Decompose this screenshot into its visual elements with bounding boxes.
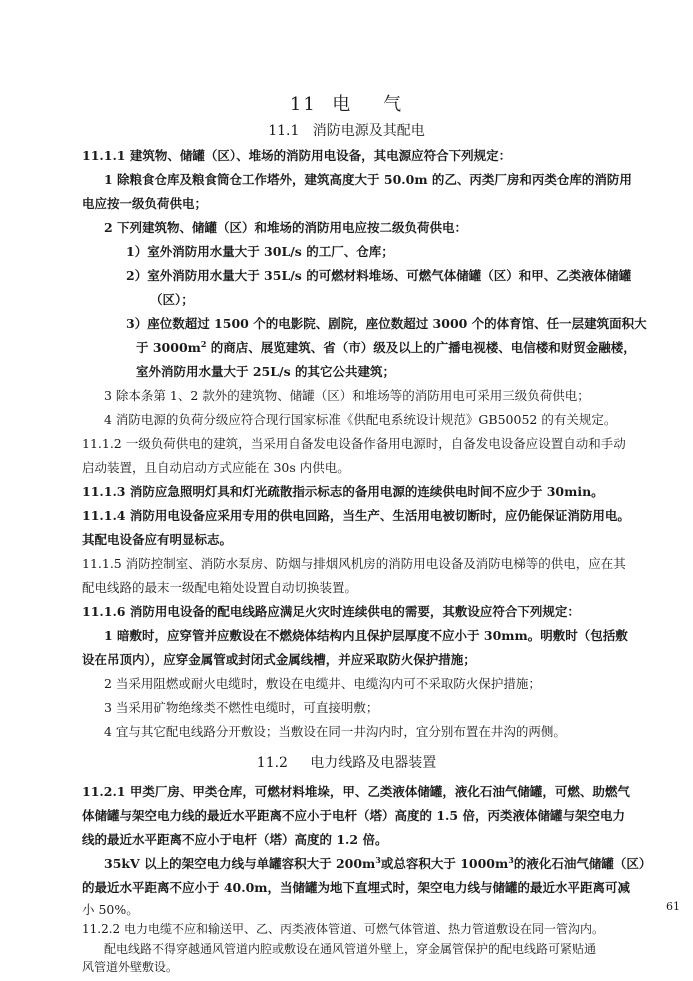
clause-11-2-1: 11.2.1 甲类厂房、甲类仓库，可燃材料堆垛，甲、乙类液体储罐，液化石油气储罐，可燃、助燃气 [82,784,630,799]
item-line: 电应按一级负荷供电； [82,196,208,211]
clause-11-2-2: 11.2.2 电力电缆不应和输送甲、乙、丙类液体管道、可燃气体管道、热力管道敷设在同一管沟内。 [82,922,604,936]
item-line: 1）室外消防用水量大于 30L/s 的工厂、仓库； [126,244,394,259]
clause-11-1-2: 11.1.2 一级负荷供电的建筑，当采用自备发电设备作备用电源时，自备发电设备应设置自动和手动 [82,436,626,451]
clause-line: 体储罐与架空电力线的最近水平距离不应小于电杆（塔）高度的 1.5 倍，丙类液体储罐与架空电力 [82,808,625,823]
item-line: 3 当采用矿物绝缘类不燃性电缆时，可直接明敷； [104,700,379,715]
item-line: 室外消防用水量大于 25L/s 的其它公共建筑； [136,364,395,379]
clause-line: 配电线路的最末一级配电箱处设置自动切换装置。 [82,580,358,595]
text-segment: 的商店、展览建筑、省（市）级及以上的广播电视楼、电信楼和财贸金融楼， [206,340,636,355]
item-line: 3 除本条第 1、2 款外的建筑物、储罐（区）和堆场等的消防用电可采用三级负荷供电； [104,388,590,403]
clause-line: 风管道外壁敷设。 [82,960,179,974]
superscript: 3 [375,854,381,865]
item-line: 1 除粮食仓库及粮食筒仓工作塔外，建筑高度大于 50.0m 的乙、丙类厂房和丙类仓库的消防用 [104,172,632,187]
item-line: 2 当采用阻燃或耐火电缆时，敷设在电缆井、电缆沟内可不采取防火保护措施； [104,676,541,691]
clause-11-1-1: 11.1.1 建筑物、储罐（区）、堆场的消防用电设备，其电源应符合下列规定： [82,148,512,163]
clause-11-1-3: 11.1.3 消防应急照明灯具和灯光疏散指示标志的备用电源的连续供电时间不应少于 30min。 [82,484,604,499]
item-line: 3）座位数超过 1500 个的电影院、剧院，座位数超过 3000 个的体育馆、任一层建筑面积大 [126,316,647,331]
item-line: 2 下列建筑物、储罐（区）和堆场的消防用电应按二级负荷供电： [104,220,468,235]
text-segment: 的液化石油气储罐（区） [513,856,652,871]
superscript: 2 [200,338,207,349]
section-title-11-1: 11.1 消防电源及其配电 [268,123,425,139]
item-line: 2）室外消防用水量大于 35L/s 的可燃材料堆场、可燃气体储罐（区）和甲、乙类液体储罐 [126,268,632,283]
text-segment: 或总容积大于 1000m [380,856,509,871]
chapter-title: 11 电 气 [289,94,404,115]
clause-line: 线的最近水平距离不应小于电杆（塔）高度的 1.2 倍。 [82,832,388,847]
clause-11-1-5: 11.1.5 消防控制室、消防水泵房、防烟与排烟风机房的消防用电设备及消防电梯等的供电，应在其 [82,556,626,571]
text-segment: 于 3000m [136,340,201,355]
clause-line: 配电线路不得穿越通风管道内腔或敷设在通风管道外壁上，穿金属管保护的配电线路可紧贴通 [104,942,597,956]
clause-line: 的最近水平距离不应小于 40.0m，当储罐为地下直埋式时，架空电力线与储罐的最近水平距离可减 [82,880,631,895]
text-segment: 35kV 以上的架空电力线与单罐容积大于 200m [104,856,376,871]
clause-11-1-4: 11.1.4 消防用电设备应采用专用的供电回路，当生产、生活用电被切断时，应仍能保证消防用电。 [82,508,630,523]
item-line: 设在吊顶内），应穿金属管或封闭式金属线槽，并应采取防火保护措施； [82,652,476,667]
clause-11-1-6: 11.1.6 消防用电设备的配电线路应满足火灾时连续供电的需要，其敷设应符合下列规定： [82,604,580,619]
page-number: 61 [666,900,680,913]
clause-line-with-superscript [104,852,651,876]
item-line: 4 宜与其它配电线路分开敷设；当敷设在同一井沟内时，宜分别布置在井沟的两侧。 [104,724,566,739]
clause-line: 启动装置，且自动启动方式应能在 30s 内供电。 [82,460,350,475]
item-line-with-superscript [136,336,636,360]
item-line: 1 暗敷时，应穿管并应敷设在不燃烧体结构内且保护层厚度不应小于 30mm。明敷时（包括敷 [104,628,628,643]
superscript: 3 [508,854,514,865]
clause-line: 其配电设备应有明显标志。 [82,532,233,547]
item-line: 4 消防电源的负荷分级应符合现行国家标准《供配电系统设计规范》GB50052 的有关规定。 [104,412,617,427]
clause-line: 小 50%。 [82,902,139,917]
section-title-11-2: 11.2 电力线路及电器装置 [256,755,437,771]
item-line: （区）； [150,292,194,307]
